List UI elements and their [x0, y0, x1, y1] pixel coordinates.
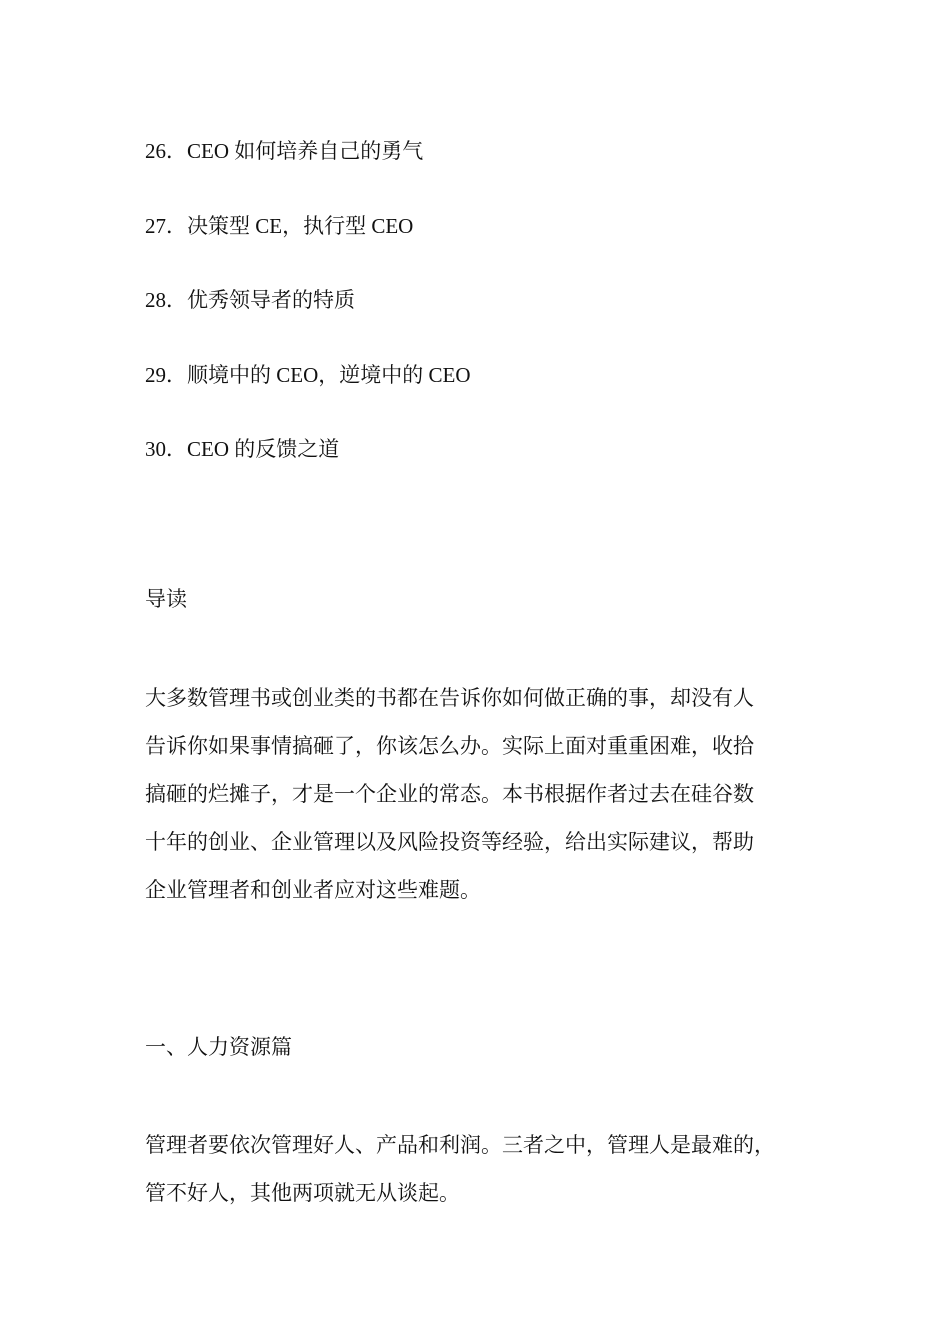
section-heading-hr: 一、人力资源篇: [145, 1035, 292, 1059]
intro-line: 十年的创业、企业管理以及风险投资等经验，给出实际建议，帮助: [145, 830, 754, 854]
toc-item-29: 29．顺境中的 CEO，逆境中的 CEO: [145, 363, 471, 387]
intro-line: 告诉你如果事情搞砸了，你该怎么办。实际上面对重重困难，收拾: [145, 734, 754, 758]
toc-item-28: 28．优秀领导者的特质: [145, 288, 355, 312]
toc-item-30: 30．CEO 的反馈之道: [145, 437, 340, 461]
intro-line: 大多数管理书或创业类的书都在告诉你如何做正确的事，却没有人: [145, 686, 754, 710]
intro-line: 搞砸的烂摊子，才是一个企业的常态。本书根据作者过去在硅谷数: [145, 782, 754, 806]
section-hr-paragraph: [145, 1121, 825, 1217]
intro-line: 企业管理者和创业者应对这些难题。: [145, 878, 481, 902]
intro-paragraph: [145, 674, 825, 914]
section-hr-line: 管不好人，其他两项就无从谈起。: [145, 1181, 460, 1205]
toc-item-27: 27．决策型 CE，执行型 CEO: [145, 214, 414, 238]
section-hr-line: 管理者要依次管理好人、产品和利润。三者之中，管理人是最难的，: [145, 1133, 775, 1157]
intro-heading: 导读: [145, 587, 187, 611]
toc-item-26: 26．CEO 如何培养自己的勇气: [145, 139, 424, 163]
